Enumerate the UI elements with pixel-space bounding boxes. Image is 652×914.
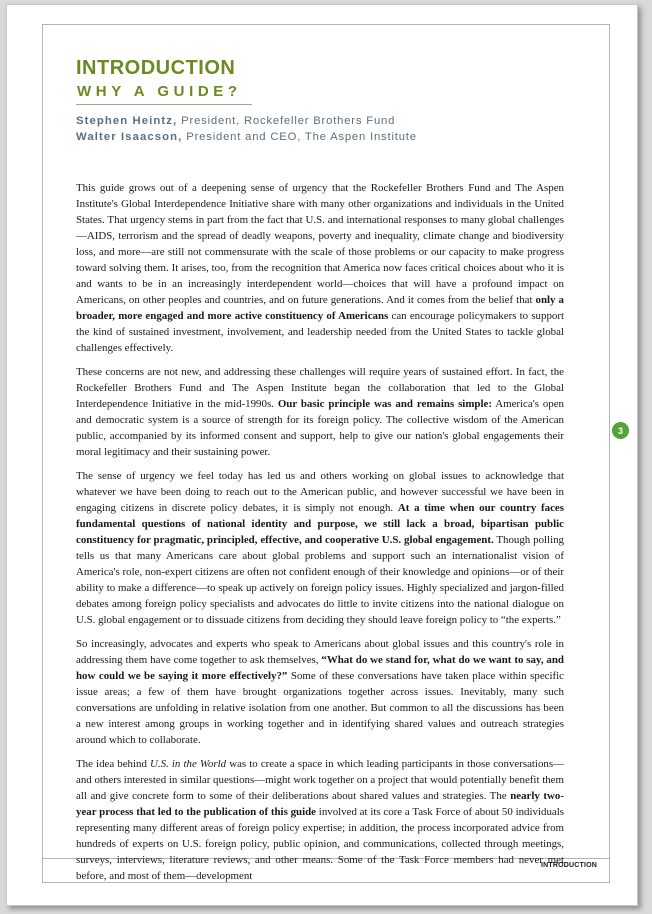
page-subtitle: WHY A GUIDE?	[77, 83, 242, 100]
body-text	[76, 180, 564, 892]
body-paragraph	[76, 180, 564, 356]
author-line	[76, 132, 417, 143]
page-title: INTRODUCTION	[76, 57, 236, 79]
author-role: President and CEO, The Aspen Institute	[182, 131, 417, 143]
body-paragraph	[76, 636, 564, 748]
author-name: Stephen Heintz,	[76, 115, 178, 127]
body-paragraph	[76, 468, 564, 628]
text-run: The idea behind	[76, 758, 151, 770]
footer-section-label: INTRODUCTION	[541, 862, 598, 869]
text-run: Some of these conversations have taken place within specific issue areas; a few of them have brought organizations together across issues. Inevitably, many such conversations are unfolding in relative isolation from one another. But common to all the discussions has been a new interest among groups in working together and in identifying shared values and outreach strategies around which to collaborate.	[76, 670, 565, 746]
bold-text: only a broader, more engaged and more active constituency of Americans	[76, 294, 564, 322]
text-run: America's open and democratic system is a source of strength for its foreign policy. The collective wisdom of the American public, accompanied by its informed consent and support, help to give our nation's global engagements their moral legitimacy and their sustaining power.	[76, 398, 564, 458]
author-line	[76, 116, 395, 127]
text-run: This guide grows out of a deepening sense of urgency that the Rockefeller Brothers Fund and The Aspen Institute's Global Interdependence Initiative share with many other organizations and individuals in the United States. That urgency stems in part from the fact that U.S. and international responses to many global challenges—AIDS, terrorism and the spread of deadly weapons, poverty and inequality, climate change and biodiversity loss, and more—are still not commensurate with the scale of those problems or our capacity to make progress toward solving them. It arises, too, from the recognition that America now faces critical choices about who it is and wants to be in an increasingly interdependent world—choices that will have a profound impact on Americans, on other peoples and countries, and on future generations. And it comes from the belief that	[76, 182, 564, 306]
bold-text: At a time when our country faces fundamental questions of national identity and purpose, we still lack a broad, bipartisan public constituency for pragmatic, principled, effective, and cooperative U.S. global engagement.	[76, 502, 565, 546]
text-run: Though polling tells us that many Americans care about global problems and support such an internationalist vision of America's role, non-expert citizens are often not confident enough of their knowledge and opinions—or of their ability to make a difference—to speak up actively on foreign policy issues. Highly specialized and jargon-filled debates among foreign policy specialists and advocates do little to invite citizens into the national dialogue on U.S. global engagement or to dissuade citizens from deciding they should leave foreign policy to “the experts.”	[76, 534, 564, 626]
text-run: The sense of urgency we feel today has led us and others working on global issues to acknowledge that whatever we have been doing to reach out to the American public, and however successful we have been in engaging citizens in discrete policy debates, it is simply not enough.	[76, 470, 564, 514]
page-number-badge: 3	[612, 422, 629, 439]
body-paragraph	[76, 364, 564, 460]
title-underline	[76, 104, 252, 105]
bold-text: “What do we stand for, what do we want to say, and how could we be saying it more effectively?”	[76, 654, 564, 682]
bold-text: nearly two-year process that led to the publication of this guide	[76, 790, 564, 818]
author-name: Walter Isaacson,	[76, 131, 183, 143]
text-run: was to create a space in which leading participants in those conversations—and others interested in similar questions—might work together on a project that would potentially benefit them all and give concrete form to some of their deliberations about shared values and strategies. The	[76, 758, 564, 802]
italic-text: U.S. in the World	[150, 758, 227, 770]
text-run: can encourage policymakers to support the kind of sustained investment, involvement, and leadership needed from the United States to tackle global challenges effectively.	[76, 310, 564, 354]
body-paragraph	[76, 756, 564, 884]
bold-text: Our basic principle was and remains simple:	[277, 398, 492, 410]
author-role: President, Rockefeller Brothers Fund	[177, 115, 396, 127]
text-run: involved at its core a Task Force of about 50 individuals representing many different areas of foreign policy expertise; in addition, the process incorporated advice from hundreds of experts on U.S. foreign policy, public opinion, and communications, collected through meetings, surveys, interviews, literature reviews, and other means. Some of the Task Force members had never met before, and most of them—development	[76, 806, 564, 882]
text-run: So increasingly, advocates and experts who speak to Americans about global issues and this country's role in addressing them have come together to ask themselves,	[76, 638, 564, 666]
text-run: These concerns are not new, and addressing these challenges will require years of sustained effort. In fact, the Rockefeller Brothers Fund and The Aspen Institute began the collaboration that led to the Global Interdependence Initiative in the mid-1990s.	[76, 366, 564, 410]
